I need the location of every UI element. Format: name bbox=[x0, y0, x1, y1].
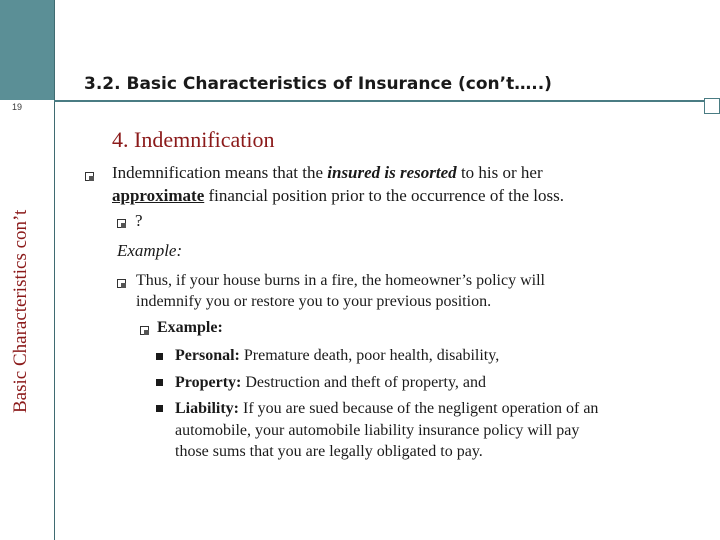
checkbox-bullet-icon bbox=[85, 172, 94, 181]
definition-line-2 bbox=[112, 185, 564, 207]
definition-text-1: Indemnification means that the bbox=[112, 163, 328, 182]
definition-emphasis-1: insured is resorted bbox=[327, 163, 457, 182]
item-personal-label: Personal: bbox=[175, 347, 240, 364]
corner-box bbox=[704, 98, 720, 114]
section-heading: 4. Indemnification bbox=[112, 127, 275, 152]
example-heading: Example: bbox=[117, 241, 183, 260]
definition-text-2: to his or her bbox=[456, 163, 543, 182]
title-divider bbox=[54, 100, 704, 102]
square-bullet-icon bbox=[156, 353, 163, 360]
question-mark: ? bbox=[135, 211, 143, 230]
slide-title: 3.2. Basic Characteristics of Insurance (con’t…..) bbox=[84, 74, 552, 94]
example-line-2: indemnify you or restore you to your previous position. bbox=[136, 293, 492, 310]
definition-line-1 bbox=[112, 162, 543, 184]
item-liability-line-3: those sums that you are legally obligated to pay. bbox=[175, 443, 483, 460]
item-liability-label: Liability: bbox=[175, 400, 240, 417]
slide-number: 19 bbox=[12, 102, 23, 112]
square-bullet-icon bbox=[156, 379, 163, 386]
item-personal bbox=[175, 345, 499, 366]
item-property-text: Destruction and theft of property, and bbox=[241, 374, 487, 391]
item-property bbox=[175, 372, 486, 393]
vertical-title: Basic Characteristics con’t bbox=[10, 209, 31, 413]
definition-emphasis-2: approximate bbox=[112, 186, 205, 205]
checkbox-bullet-icon bbox=[140, 326, 149, 335]
example-line-1: Thus, if your house burns in a fire, the homeowner’s policy will bbox=[136, 272, 545, 289]
item-liability bbox=[175, 398, 598, 419]
definition-text-3: financial position prior to the occurrence of the loss. bbox=[204, 186, 564, 205]
checkbox-bullet-icon bbox=[117, 279, 126, 288]
checkbox-bullet-icon bbox=[117, 219, 126, 228]
sub-example-heading: Example: bbox=[157, 319, 223, 336]
item-property-label: Property: bbox=[175, 374, 242, 391]
item-liability-text: If you are sued because of the negligent operation of an bbox=[239, 400, 599, 417]
square-bullet-icon bbox=[156, 405, 163, 412]
item-personal-text: Premature death, poor health, disability, bbox=[239, 347, 500, 364]
item-liability-line-2: automobile, your automobile liability insurance policy will pay bbox=[175, 422, 580, 439]
